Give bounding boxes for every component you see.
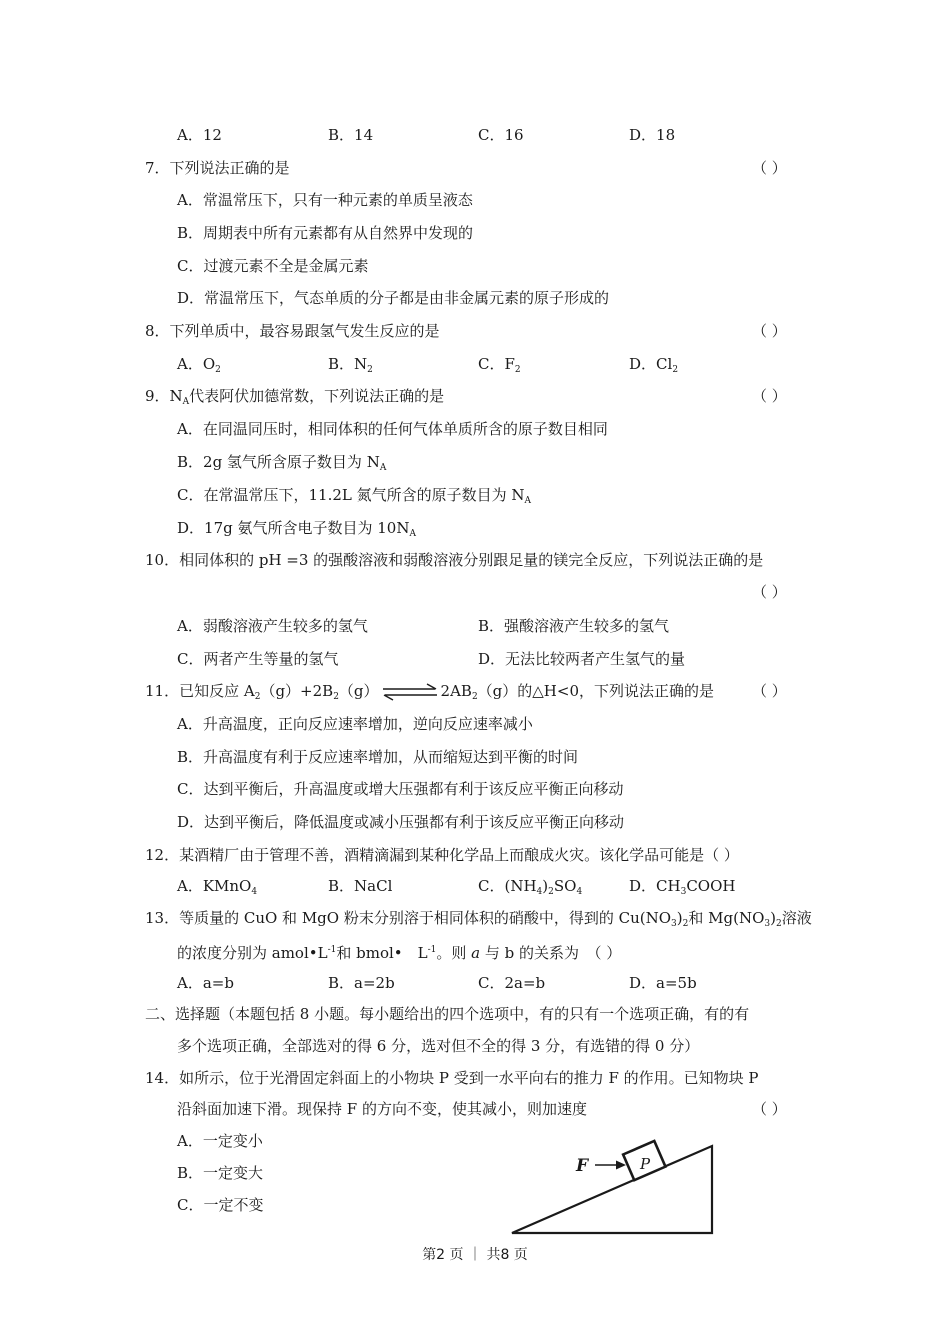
q9-option-b: B．2g 氢气所含原子数目为 $N_A$ bbox=[177, 453, 387, 473]
q8-stem: 8．下列单质中，最容易跟氢气发生反应的是 bbox=[145, 322, 440, 340]
page-footer: 第2 页 ｜ 共8 页 bbox=[422, 1247, 528, 1263]
q12-stem: 12．某酒精厂由于管理不善，酒精滴漏到某种化学品上而酿成火灾。该化学品可能是（ ） bbox=[145, 846, 739, 864]
q7-option-a: A．常温常压下，只有一种元素的单质呈液态 bbox=[177, 191, 473, 209]
q7-option-d: D．常温常压下，气态单质的分子都是由非金属元素的原子形成的 bbox=[177, 289, 610, 307]
q10-option-c: C．两者产生等量的氢气 bbox=[177, 650, 339, 668]
q10-option-d: D．无法比较两者产生氢气的量 bbox=[478, 650, 686, 668]
q8-answer-paren: （ ） bbox=[752, 322, 787, 340]
q8-option-d: D．$Cl_2$ bbox=[629, 355, 679, 375]
q10-option-a: A．弱酸溶液产生较多的氢气 bbox=[177, 617, 368, 635]
q7-stem: 7．下列说法正确的是 bbox=[145, 159, 290, 177]
q13-option-c: C．2a=b bbox=[478, 974, 546, 992]
q14-stem-line1: 14．如所示，位于光滑固定斜面上的小物块 P 受到一水平向右的推力 F 的作用。已知物块 P bbox=[145, 1069, 759, 1087]
q13-stem-line1: 13．等质量的 CuO 和 MgO 粉末分别溶于相同体积的硝酸中，得到的 $Cu(NO_3)_2$和 $Mg(NO_3)_2$溶液 bbox=[145, 909, 812, 929]
q12-option-c: C．$(NH_4)_2SO_4$ bbox=[478, 877, 583, 897]
q10-stem: 10．相同体积的 pH =3 的强酸溶液和弱酸溶液分别跟足量的镁完全反应，下列说法正确的是 bbox=[145, 551, 764, 569]
q11-option-a: A．升高温度，正向反应速率增加，逆向反应速率减小 bbox=[177, 715, 533, 733]
block-p-label: P bbox=[640, 1155, 651, 1173]
q6-option-b: B．14 bbox=[328, 126, 374, 144]
q7-option-b: B．周期表中所有元素都有从自然界中发现的 bbox=[177, 224, 474, 242]
incline-plane bbox=[512, 1146, 712, 1233]
q6-option-c: C．16 bbox=[478, 126, 524, 144]
q10-option-b: B．强酸溶液产生较多的氢气 bbox=[478, 617, 670, 635]
q11-option-d: D．达到平衡后，降低温度或减小压强都有利于该反应平衡正向移动 bbox=[177, 813, 625, 831]
q12-option-d: D．$CH_3COOH$ bbox=[629, 877, 736, 897]
force-label: F bbox=[576, 1156, 589, 1176]
q9-answer-paren: （ ） bbox=[752, 387, 787, 405]
q7-answer-paren: （ ） bbox=[752, 159, 787, 177]
q11-option-b: B．升高温度有利于反应速率增加，从而缩短达到平衡的时间 bbox=[177, 748, 579, 766]
q9-option-a: A．在同温同压时，相同体积的任何气体单质所含的原子数目相同 bbox=[177, 420, 608, 438]
q11-stem: 11．已知反应 $A_2(g)+2B_2(g)$ $2AB_2(g)$的△H<0，下列说法正确的是 bbox=[145, 682, 715, 702]
q8-option-c: C．$F_2$ bbox=[478, 355, 521, 375]
q14-answer-paren: （ ） bbox=[752, 1100, 787, 1118]
q13-stem-line2: 的浓度分别为 $amol•L^{-1}$和 bmol• $L^{-1}$。则 a 与 b 的关系为 （ ） bbox=[177, 944, 622, 962]
q9-stem: 9．$N_A$代表阿伏加德常数，下列说法正确的是 bbox=[145, 387, 445, 407]
force-arrowhead-icon bbox=[616, 1161, 626, 1170]
q11-answer-paren: （ ） bbox=[752, 682, 787, 700]
q14-option-c: C．一定不变 bbox=[177, 1196, 264, 1214]
q14-option-a: A．一定变小 bbox=[177, 1132, 263, 1150]
q10-answer-paren: （ ） bbox=[752, 583, 787, 601]
equilibrium-arrows-icon bbox=[379, 682, 441, 702]
q13-option-d: D．a=5b bbox=[629, 974, 697, 992]
q11-option-c: C．达到平衡后，升高温度或增大压强都有利于该反应平衡正向移动 bbox=[177, 780, 624, 798]
q13-option-a: A．a=b bbox=[177, 974, 234, 992]
q12-option-a: A．KMnO$_4$ bbox=[177, 877, 258, 897]
section2-header-line2: 多个选项正确，全部选对的得 6 分，选对但不全的得 3 分，有选错的得 0 分） bbox=[177, 1037, 700, 1055]
incline-figure bbox=[500, 1138, 730, 1238]
q6-option-d: D．18 bbox=[629, 126, 676, 144]
q9-option-c: C．在常温常压下，11.2L 氮气所含的原子数目为 $N_A$ bbox=[177, 486, 531, 506]
section2-header-line1: 二、选择题（本题包括 8 小题。每小题给出的四个选项中，有的只有一个选项正确，有的有 bbox=[145, 1005, 750, 1023]
q9-option-d: D．17g 氨气所含电子数目为 $10N_A$ bbox=[177, 519, 416, 539]
q13-option-b: B．a=2b bbox=[328, 974, 395, 992]
q14-option-b: B．一定变大 bbox=[177, 1164, 264, 1182]
q8-option-b: B．$N_2$ bbox=[328, 355, 373, 375]
q14-stem-line2: 沿斜面加速下滑。现保持 F 的方向不变，使其减小，则加速度 bbox=[177, 1100, 587, 1118]
q12-option-b: B．NaCl bbox=[328, 877, 393, 895]
q6-option-a: A．12 bbox=[177, 126, 222, 144]
q8-option-a: A．$O_2$ bbox=[177, 355, 221, 375]
q7-option-c: C．过渡元素不全是金属元素 bbox=[177, 257, 369, 275]
